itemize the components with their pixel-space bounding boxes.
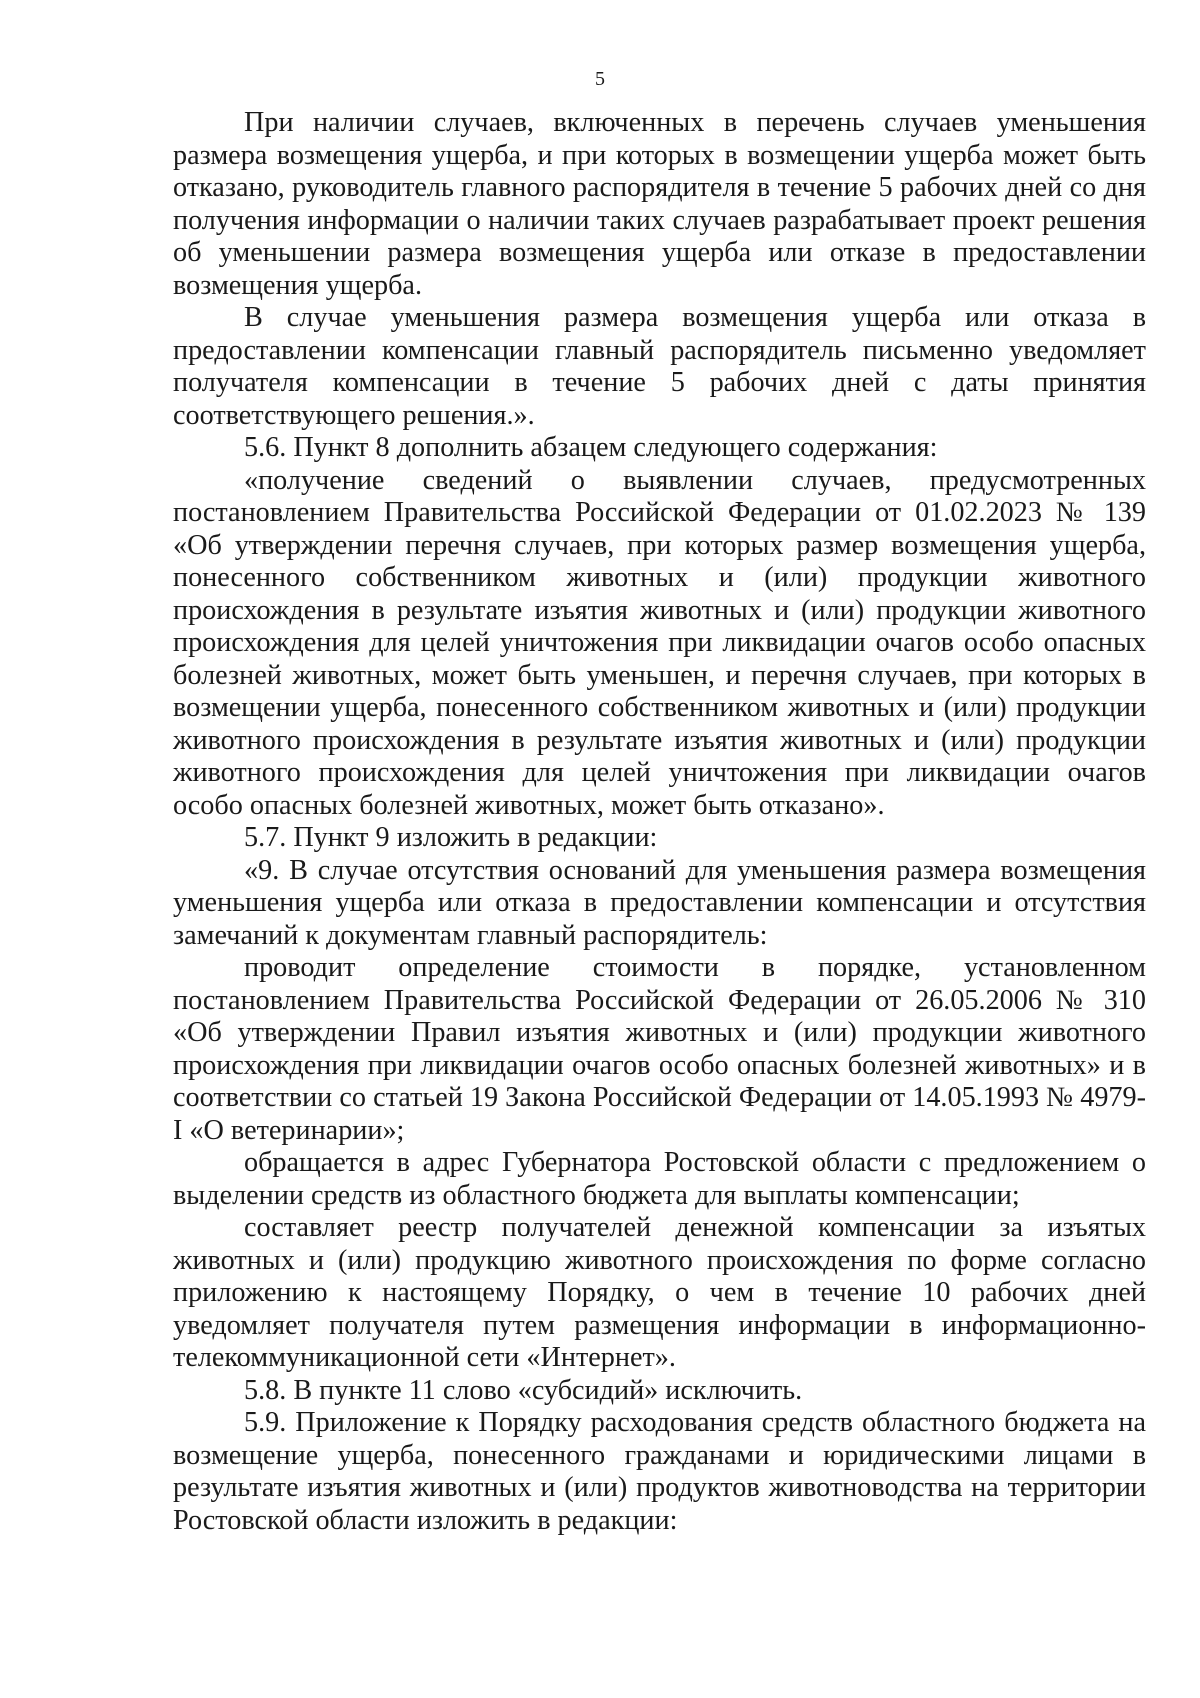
paragraph-item-5-9: 5.9. Приложение к Порядку расходования средств областного бюджета на возмещение ущерба, понесенного гражданами и юридическими лицами в результате изъятия животных и (или) продуктов животноводства на территории Ростовской области изложить в редакции:: [173, 1407, 1146, 1536]
paragraph-registry: составляет реестр получателей денежной компенсации за изъятых животных и (или) продукцию животного происхождения по форме согласно приложению к настоящему Порядку, о чем в течение 10 рабочих дней уведомляет получателя путем размещения информации в информационно-телекоммуникационной сети «Интернет».: [173, 1212, 1146, 1373]
paragraph-governor-request: обращается в адрес Губернатора Ростовской области с предложением о выделении средств из областного бюджета для выплаты компенсации;: [173, 1147, 1146, 1211]
paragraph-item-5-6: 5.6. Пункт 8 дополнить абзацем следующего содержания:: [244, 432, 938, 463]
paragraph-reduction-cases: При наличии случаев, включенных в перечень случаев уменьшения размера возмещения ущерба, и при которых в возмещении ущерба может быть отказано, руководитель главного распорядителя в течение 5 рабочих дней со дня получения информации о наличии таких случаев разрабатывает проект решения об уменьшении размера возмещения ущерба или отказе в предоставлении возмещения ущерба.: [173, 107, 1146, 301]
paragraph-notification: В случае уменьшения размера возмещения ущерба или отказа в предоставлении компенсации главный распорядитель письменно уведомляет получателя компенсации в течение 5 рабочих дней с даты принятия соответствующего решения.».: [173, 302, 1146, 431]
paragraph-item-5-8: 5.8. В пункте 11 слово «субсидий» исключить.: [244, 1374, 803, 1406]
document-body: [173, 107, 1146, 1537]
paragraph-cost-determination: проводит определение стоимости в порядке, установленном постановлением Правительства Российской Федерации от 26.05.2006 № 310 «Об утверждении Правил изъятия животных и (или) продукции животного происхождения при ликвидации очагов особо опасных болезней животных» и в соответствии со статьей 19 Закона Российской Федерации от 14.05.1993 № 4979-I «О ветеринарии»;: [173, 952, 1146, 1146]
paragraph-item-5-6-text: «получение сведений о выявлении случаев, предусмотренных постановлением Правительства Российской Федерации от 01.02.2023 № 139 «Об утверждении перечня случаев, при которых размер возмещения ущерба, понесенного собственником животных и (или) продукции животного происхождения в результате изъятия животных и (или) продукции животного происхождения для целей уничтожения при ликвидации очагов особо опасных болезней животных, может быть уменьшен, и перечня случаев, при которых в возмещении ущерба, понесенного собственником животных и (или) продукции животного происхождения в результате изъятия животных и (или) продукции животного происхождения для целей уничтожения при ликвидации очагов особо опасных болезней животных, может быть отказано».: [173, 464, 1146, 821]
paragraph-item-9-text: «9. В случае отсутствия оснований для уменьшения размера возмещения уменьшения ущерба или отказа в предоставлении компенсации и отсутствия замечаний к документам главный распорядитель:: [173, 854, 1146, 951]
page-number: 5: [595, 68, 605, 90]
paragraph-item-5-7: 5.7. Пункт 9 изложить в редакции:: [244, 822, 658, 853]
